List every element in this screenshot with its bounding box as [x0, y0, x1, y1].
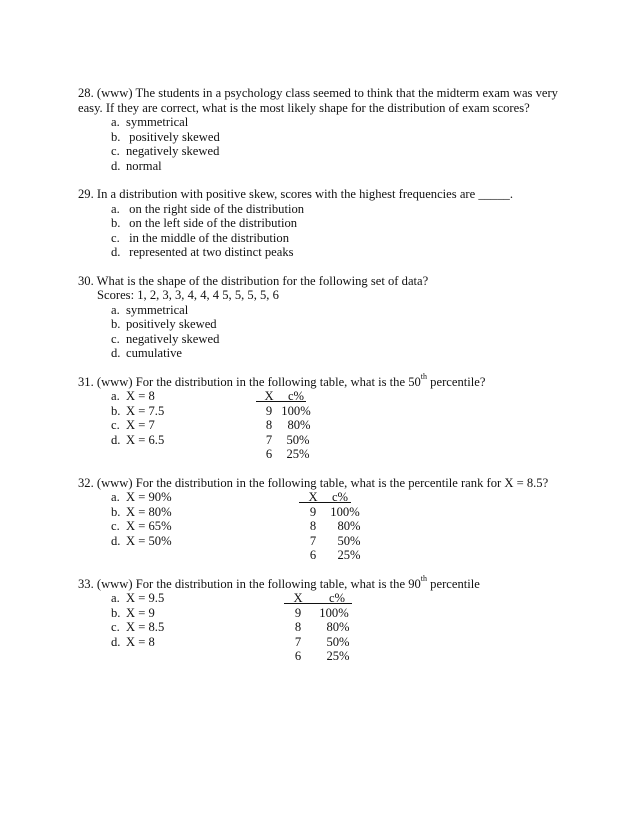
- answer-option: [111, 534, 172, 549]
- option-text: positively skewed: [126, 129, 220, 144]
- table-cell-x: 6: [265, 447, 273, 461]
- option-text: symmetrical: [126, 115, 189, 129]
- table-row: [78, 620, 578, 635]
- answer-option: [111, 490, 172, 505]
- ordinal-suffix: th: [420, 372, 428, 382]
- stem-text-end: percentile?: [427, 374, 486, 389]
- table-cell-x: 6: [294, 649, 302, 663]
- stem-text: 31. (www) For the distribution in the following table, what is the 50: [78, 374, 421, 389]
- option-text: X = 8.5: [126, 620, 165, 634]
- question-stem: easy. If they are correct, what is the most likely shape for the distribution of exam scores?: [78, 100, 530, 115]
- table-cell-cpercent: 50%: [286, 432, 310, 447]
- table-row: [78, 548, 578, 563]
- option-letter: a.: [111, 389, 120, 403]
- option-letter: b.: [111, 317, 121, 331]
- document-page: [78, 86, 578, 678]
- column-header-x: X: [293, 591, 303, 605]
- answer-option: [111, 130, 578, 145]
- question-stem: [78, 372, 578, 390]
- table-header-row: [78, 591, 578, 606]
- answer-option: [111, 433, 164, 448]
- option-text: negatively skewed: [126, 331, 220, 346]
- option-text: X = 90%: [126, 490, 172, 504]
- option-text: cumulative: [126, 346, 182, 360]
- answer-option: [111, 332, 578, 347]
- table-row: [78, 404, 578, 419]
- option-letter: c.: [111, 230, 120, 245]
- answer-option: [111, 303, 578, 318]
- option-letter: b.: [111, 403, 121, 418]
- answer-option: [111, 245, 578, 260]
- option-text: positively skewed: [126, 317, 217, 331]
- option-letter: d.: [111, 245, 121, 259]
- table-row: [78, 519, 578, 534]
- option-letter: d.: [111, 634, 121, 649]
- option-letter: d.: [111, 533, 121, 548]
- table-cell-cpercent: 50%: [326, 634, 350, 649]
- option-text: X = 7: [126, 418, 155, 432]
- question-stem: [78, 476, 578, 491]
- answer-option: [111, 591, 164, 606]
- answer-option: [111, 519, 172, 534]
- question-32: [78, 476, 578, 563]
- option-text: normal: [126, 158, 162, 173]
- table-row: [78, 447, 578, 462]
- answer-option: [111, 404, 164, 419]
- answer-option: [111, 317, 578, 332]
- table-cell-cpercent: 25%: [337, 548, 361, 562]
- question-31: [78, 372, 578, 462]
- table-cell-cpercent: 25%: [286, 447, 310, 461]
- option-text: X = 50%: [126, 533, 172, 548]
- answer-option: [111, 635, 155, 650]
- answer-option: [111, 346, 578, 361]
- option-letter: c.: [111, 620, 120, 634]
- table-header-row: [78, 389, 578, 404]
- data-set-line: Scores: 1, 2, 3, 3, 4, 4, 4 5, 5, 5, 5, 6: [97, 288, 279, 302]
- table-cell-x: 8: [309, 519, 317, 533]
- table-row: [78, 505, 578, 520]
- option-text: negatively skewed: [126, 144, 220, 158]
- question-stem: 29. In a distribution with positive skew, scores with the highest frequencies are _____.: [78, 187, 513, 201]
- table-row: [78, 433, 578, 448]
- answer-option: [111, 231, 578, 246]
- table-cell-x: 8: [265, 418, 273, 432]
- table-cell-x: 7: [294, 634, 302, 649]
- table-cell-x: 9: [294, 605, 302, 620]
- table-row: [78, 606, 578, 621]
- stem-text-end: percentile: [427, 576, 480, 591]
- option-letter: b.: [111, 605, 121, 620]
- column-header-cpercent: c%: [328, 591, 346, 605]
- table-cell-cpercent: 100%: [281, 403, 311, 418]
- table-cell-cpercent: 100%: [330, 504, 360, 519]
- option-letter: d.: [111, 346, 121, 360]
- column-header-cpercent: c%: [331, 490, 349, 504]
- option-letter: a.: [111, 201, 120, 216]
- table-cell-x: 7: [309, 533, 317, 548]
- table-cell-x: 8: [294, 620, 302, 634]
- table-header-row: [78, 490, 578, 505]
- option-text: X = 80%: [126, 504, 172, 519]
- table-cell-cpercent: 80%: [326, 620, 350, 634]
- table-cell-cpercent: 80%: [337, 519, 361, 533]
- option-text: X = 8: [126, 634, 155, 649]
- option-letter: a.: [111, 302, 120, 317]
- option-letter: d.: [111, 158, 121, 173]
- option-text: X = 65%: [126, 519, 172, 533]
- option-text: X = 6.5: [126, 432, 165, 447]
- option-letter: a.: [111, 115, 120, 129]
- answer-option: [111, 418, 155, 433]
- answer-option: [111, 144, 578, 159]
- question-stem: [78, 574, 578, 592]
- answer-option: [111, 115, 578, 130]
- table-cell-cpercent: 80%: [287, 418, 311, 432]
- answer-option: [111, 389, 155, 404]
- answer-option: [111, 216, 578, 231]
- option-letter: a.: [111, 591, 120, 605]
- column-header-x: X: [264, 389, 274, 403]
- option-letter: c.: [111, 519, 120, 533]
- option-text: on the right side of the distribution: [126, 201, 305, 216]
- table-row: [78, 649, 578, 664]
- option-letter: c.: [111, 418, 120, 432]
- option-text: X = 7.5: [126, 403, 165, 418]
- table-cell-cpercent: 50%: [337, 533, 361, 548]
- table-row: [78, 635, 578, 650]
- table-row: [78, 418, 578, 433]
- question-stem: 28. (www) The students in a psychology class seemed to think that the midterm exam was very: [78, 86, 558, 100]
- option-text: X = 9.5: [126, 591, 165, 605]
- option-text: X = 9: [126, 605, 155, 620]
- question-30: [78, 274, 578, 361]
- stem-text: 33. (www) For the distribution in the following table, what is the 90: [78, 576, 421, 591]
- table-cell-cpercent: 25%: [326, 649, 350, 663]
- column-header-x: X: [308, 490, 318, 504]
- table-cell-x: 9: [309, 504, 317, 519]
- question-29: [78, 187, 578, 260]
- table-row: [78, 534, 578, 549]
- question-28: [78, 86, 578, 173]
- column-header-cpercent: c%: [287, 389, 305, 403]
- option-text: represented at two distinct peaks: [126, 245, 294, 259]
- stem-text: 32. (www) For the distribution in the following table, what is the percentile rank for X = 8.5?: [78, 475, 549, 490]
- option-text: on the left side of the distribution: [126, 216, 298, 230]
- table-cell-x: 7: [265, 432, 273, 447]
- ordinal-suffix: th: [420, 574, 428, 584]
- option-letter: b.: [111, 216, 121, 230]
- option-letter: a.: [111, 490, 120, 504]
- table-cell-x: 9: [265, 403, 273, 418]
- answer-option: [111, 606, 155, 621]
- question-stem: 30. What is the shape of the distribution for the following set of data?: [78, 273, 429, 288]
- option-letter: d.: [111, 432, 121, 447]
- option-text: in the middle of the distribution: [126, 230, 289, 245]
- option-letter: c.: [111, 331, 120, 346]
- option-letter: b.: [111, 129, 121, 144]
- option-letter: b.: [111, 504, 121, 519]
- answer-option: [111, 505, 172, 520]
- answer-option: [111, 620, 164, 635]
- option-text: X = 8: [126, 389, 155, 403]
- table-cell-cpercent: 100%: [319, 605, 349, 620]
- option-text: symmetrical: [126, 302, 189, 317]
- answer-option: [111, 202, 578, 217]
- table-cell-x: 6: [309, 548, 317, 562]
- option-letter: c.: [111, 144, 120, 158]
- answer-option: [111, 159, 578, 174]
- question-33: [78, 574, 578, 664]
